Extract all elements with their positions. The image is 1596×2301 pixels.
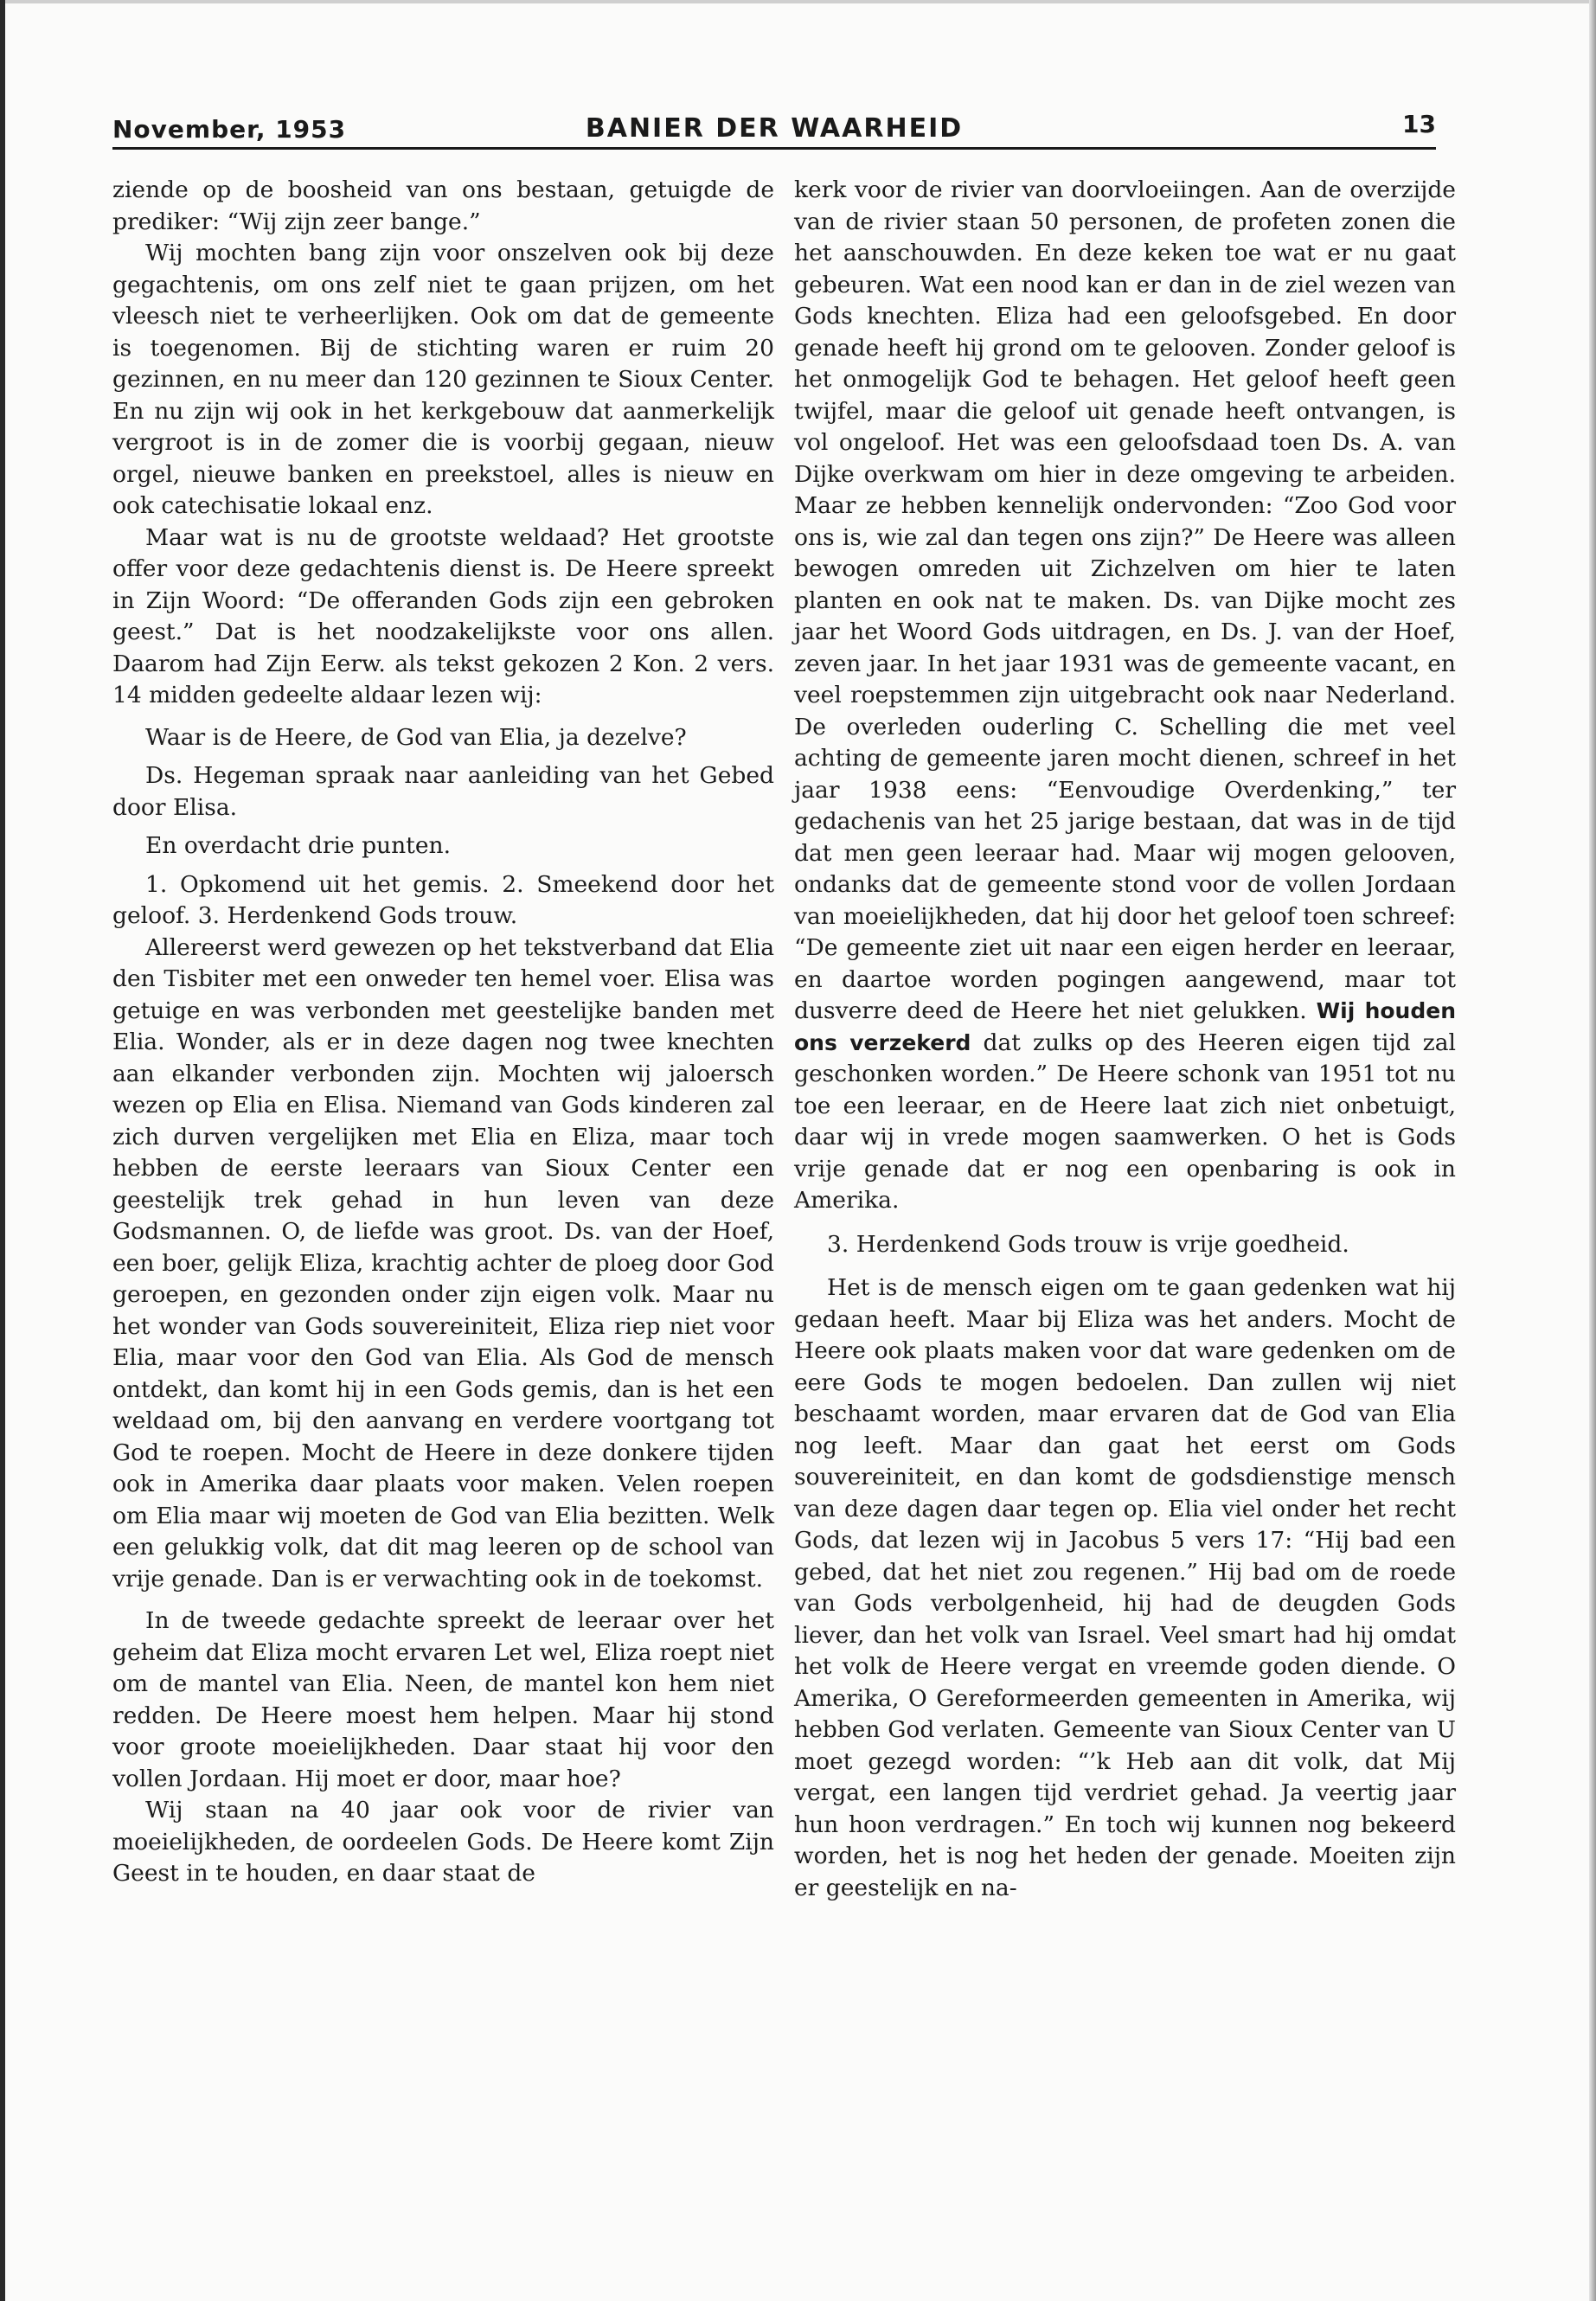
section-heading: 3. Herdenkend Gods trouw is vrije goedheid. [827, 1230, 1349, 1258]
left-column [112, 175, 774, 1890]
paragraph-text: kerk voor de rivier van doorvloeiingen. Aan de overzijde van de rivier staan 50 personen, de profeten zonen die het aanschouwden. En deze keken toe wat er nu gaat gebeuren. Wat een nood kan er dan in de ziel wezen van Gods knechten. Eliza had een geloofsgebed. En door genade heeft hij grond om te gelooven. Zonder geloof is het onmogelijk God te behagen. Het geloof heeft geen twijfel, maar die geloof uit genade heeft ontvangen, is vol ongeloof. Het was een geloofsdaad toen Ds. A. van Dijke overkwam om hier in deze omgeving te arbeiden. Maar ze hebben kennelijk ondervonden: “Zoo God voor ons is, wie zal dan tegen ons zijn?” De Heere was alleen bewogen omreden uit Zichzelven om hier te laten planten en ook nat te maken. Ds. van Dijke mocht zes jaar het Woord Gods uitdragen, en Ds. J. van der Hoef, zeven jaar. In het jaar 1931 was de gemeente vacant, en veel roepstemmen zijn uitgebracht ook naar Nederland. De overleden ouderling C. Schelling die met veel achting de gemeente jaren mocht dienen, schreef in het jaar 1938 eens: “Eenvoudige Overdenking,” ter gedachenis van het 25 jarige bestaan, dat was in de tijd dat men geen leeraar had. Maar wij mogen gelooven, ondanks dat de gemeente stond voor de vollen Jordaan van moeielijkheden, dat hij door het geloof toen schreef: “De gemeente ziet uit naar een eigen herder en leeraar, en daartoe worden pogingen aangewend, maar tot dusverre deed de Heere het niet gelukken. [794, 176, 1456, 1024]
paragraph: ziende op de boosheid van ons bestaan, getuigde de prediker: “Wij zijn zeer bange.” [112, 176, 774, 235]
page-number: 13 [1402, 110, 1436, 138]
right-column [794, 175, 1456, 1904]
paragraph: Wij mochten bang zijn voor onszelven ook bij deze gegachtenis, om ons zelf niet te gaan prijzen, om het vleesch niet te verheerlijken. Ook om dat de gemeente is toegenomen. Bij de stichting waren er ruim 20 gezinnen, en nu meer dan 120 gezinnen te Sioux Center. En nu zijn wij ook in het kerkgebouw dat aanmerkelijk vergroot is in de zomer die is voorbij gegaan, nieuw orgel, nieuwe banken en preekstoel, alles is nieuw en ook catechisatie lokaal enz. [112, 240, 774, 519]
scan-edge-top [0, 0, 1596, 3]
paragraph: Het is de mensch eigen om te gaan gedenken wat hij gedaan heeft. Maar bij Eliza was het anders. Mocht de Heere ook plaats maken voor dat ware gedenken om de eere Gods te mogen bedoelen. Dan zullen wij niet beschaamt worden, maar ervaren dat de God van Elia nog leeft. Maar dan gaat het eerst om Gods souvereiniteit, en dan komt de godsdienstige mensch van deze dagen daar tegen op. Elia viel onder het recht Gods, dat lezen wij in Jacobus 5 vers 17: “Hij bad een gebed, dat het niet zou regenen.” Hij bad om de roede van Gods verbolgenheid, hij had de deugden Gods liever, dan het volk van Israel. Veel smart had hij omdat het volk de Heere vergat en vreemde goden diende. O Amerika, O Gereformeerden gemeenten in Amerika, wij hebben God verlaten. Gemeente van Sioux Center van U moet gezegd worden: “’k Heb aan dit volk, dat Mij vergat, een langen tijd verdriet gehad. Ja veertig jaar hun hoon verdragen.” En toch wij kunnen nog bekeerd worden, het is nog het heden der genade. Moeiten zijn er geestelijk en na- [794, 1274, 1456, 1901]
bold-phrase: Wij houden ons verzekerd [794, 998, 1456, 1055]
paragraph: Ds. Hegeman spraak naar aanleiding van het Gebed door Elisa. [112, 762, 774, 821]
running-header [112, 102, 1436, 150]
publication-title: BANIER DER WAARHEID [585, 113, 964, 144]
paragraph: In de tweede gedachte spreekt de leeraar over het geheim dat Eliza mocht ervaren Let wel, Eliza roept niet om de mantel van Elia. Neen, de mantel kon hem niet redden. De Heere moest hem helpen. Maar hij stond voor groote moeielijkheden. Daar staat hij voor den vollen Jordaan. Hij moet er door, maar hoe? [112, 1607, 774, 1792]
paragraph: Maar wat is nu de grootste weldaad? Het grootste offer voor deze gedachtenis dienst is. De Heere spreekt in Zijn Woord: “De offeranden Gods zijn een gebroken geest.” Dat is het noodzakelijkste voor ons allen. Daarom had Zijn Eerw. als tekst gekozen 2 Kon. 2 vers. 14 midden gedeelte aldaar lezen wij: [112, 523, 774, 708]
text-quote: Waar is de Heere, de God van Elia, ja dezelve? [145, 723, 687, 751]
sermon-points: 1. Opkomend uit het gemis. 2. Smeekend door het geloof. 3. Herdenkend Gods trouw. [112, 870, 774, 929]
paragraph: Wij staan na 40 jaar ook voor de rivier van moeielijkheden, de oordeelen Gods. De Heere komt Zijn Geest in te houden, en daar staat de [112, 1797, 774, 1887]
scan-edge-right [1589, 0, 1596, 2301]
paragraph-text: dat zulks op des Heeren eigen tijd zal geschonken worden.” De Heere schonk van 1951 tot nu toe een leeraar, en de Heere laat zich niet onbetuigt, daar wij in vrede mogen saamwerken. O het is Gods vrije genade dat er nog een openbaring is ook in Amerika. [794, 1029, 1456, 1214]
paragraph: Allereerst werd gewezen op het tekstverband dat Elia den Tisbiter met een onweder ten hemel voer. Elisa was getuige en was verbonden met geestelijke banden met Elia. Wonder, als er in deze dagen nog twee knechten aan elkander verbonden zijn. Mochten wij jaloersch wezen op Elia en Elisa. Niemand van Gods kinderen zal zich durven vergelijken met Elia en Eliza, maar toch hebben de eerste leeraars van Sioux Center een geestelijk trek gehad in hun leven van deze Godsmannen. O, de liefde was groot. Ds. van der Hoef, een boer, gelijk Eliza, krachtig achter de ploeg door God geroepen, en gezonden onder zijn eigen volk. Maar nu het wonder van Gods souvereiniteit, Eliza riep niet voor Elia, maar voor den God van Elia. Als God de mensch ontdekt, dan komt hij in een Gods gemis, dan is het een weldaad om, bij den aanvang en verdere voortgang tot God te roepen. Mocht de Heere in deze donkere tijden ook in Amerika daar plaats voor maken. Velen roepen om Elia maar wij moeten de God van Elia bezitten. Welk een gelukkig volk, dat dit mag leeren op de school van vrije genade. Dan is er verwachting ook in de toekomst. [112, 933, 774, 1593]
paragraph: En overdacht drie punten. [145, 832, 451, 859]
issue-date: November, 1953 [112, 115, 347, 144]
paragraph [794, 175, 1456, 1217]
scan-edge-left [0, 0, 5, 2301]
